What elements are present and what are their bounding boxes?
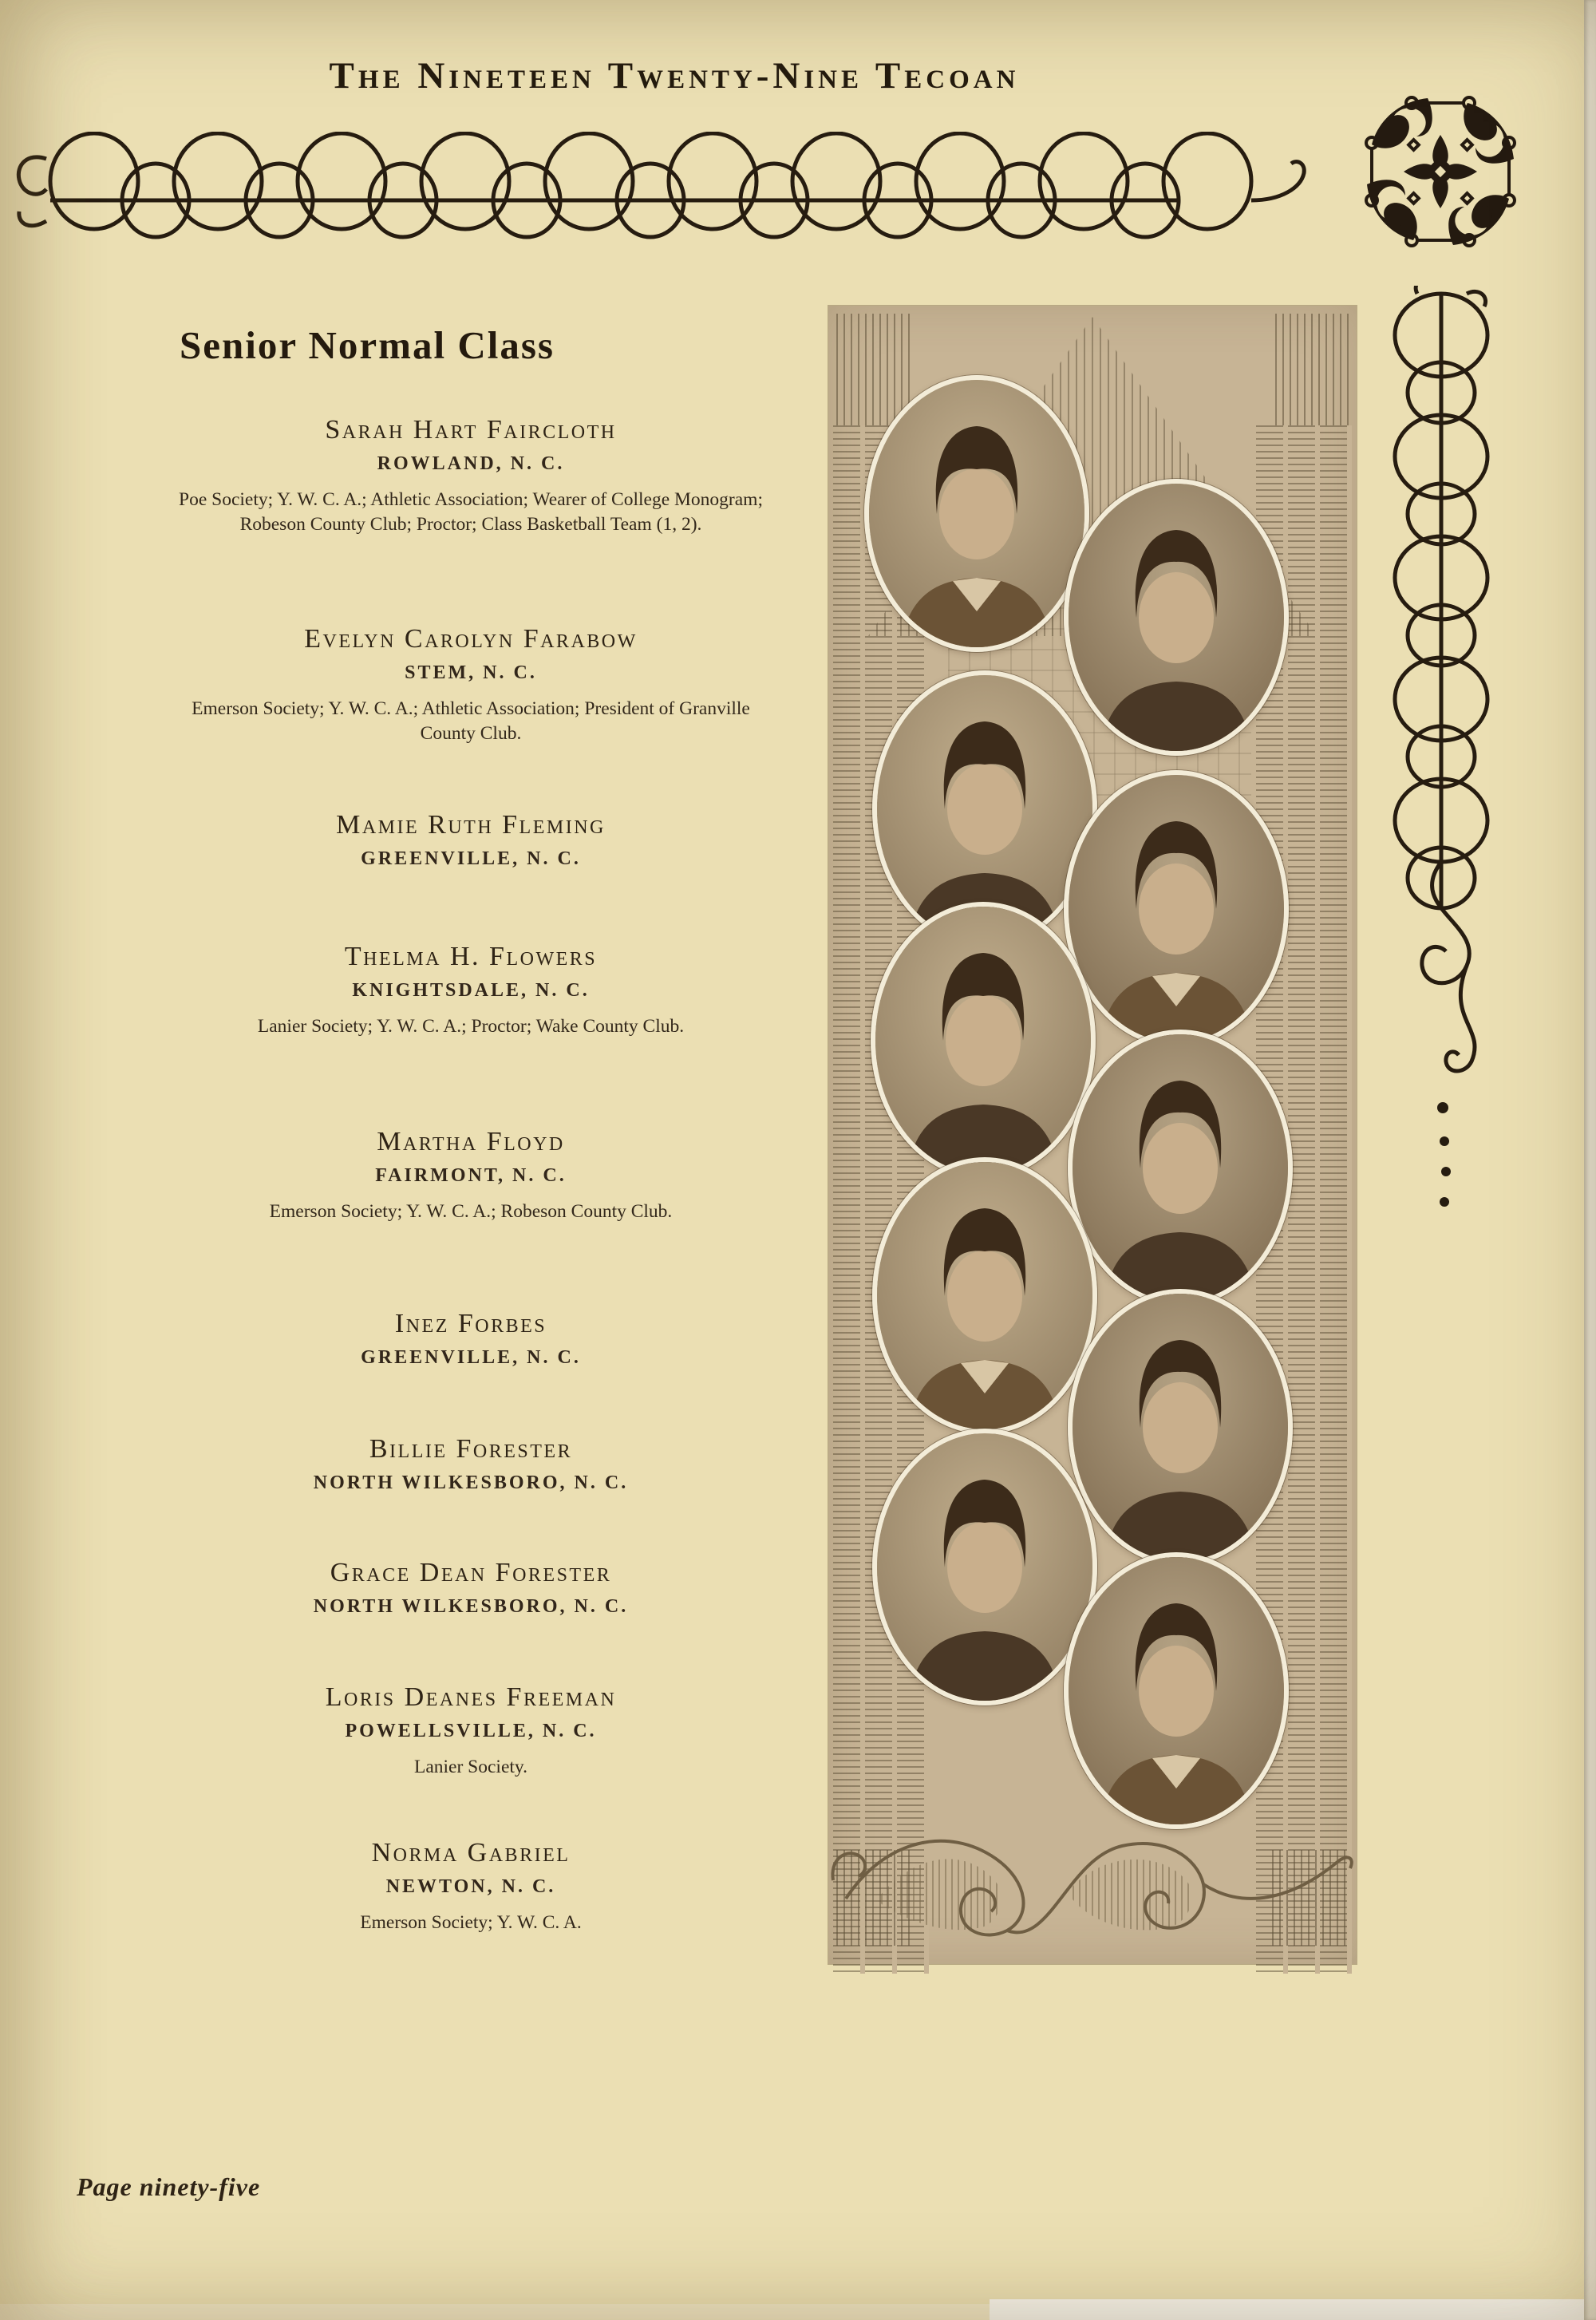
scan-edge-right — [1584, 0, 1596, 2320]
student-activities: Emerson Society; Y. W. C. A.; Athletic Association; President of Granville County Club. — [192, 698, 750, 745]
student-name: Evelyn Carolyn Farabow — [304, 624, 638, 654]
student-name: Sarah Hart Faircloth — [325, 415, 617, 445]
student-name: Thelma H. Flowers — [344, 942, 598, 971]
spiral-medallion-icon — [1352, 83, 1529, 260]
student-town: NORTH WILKESBORO, N. C. — [313, 1596, 629, 1617]
student-entry — [120, 1558, 822, 1618]
student-entry — [120, 1838, 822, 1935]
student-name: Mamie Ruth Fleming — [336, 810, 606, 840]
portrait-photo — [1064, 770, 1289, 1047]
student-name: Grace Dean Forester — [330, 1558, 612, 1587]
spiral-chain-border-icon — [14, 132, 1345, 242]
student-activities: Lanier Society. — [413, 1757, 528, 1777]
student-town: POWELLSVILLE, N. C. — [345, 1721, 597, 1741]
student-name: Norma Gabriel — [371, 1838, 571, 1867]
student-town: NORTH WILKESBORO, N. C. — [313, 1472, 629, 1493]
photo-collage-panel — [828, 306, 1357, 1964]
portrait-photo — [1064, 1552, 1289, 1829]
vertical-spiral-chain-icon — [1390, 286, 1495, 1251]
student-entry — [120, 415, 822, 537]
student-entry — [120, 942, 822, 1039]
student-town: STEM, N. C. — [405, 662, 537, 683]
student-town: KNIGHTSDALE, N. C. — [352, 980, 590, 1001]
student-entry — [120, 1309, 822, 1369]
student-entry — [120, 1682, 822, 1780]
portrait-photo — [871, 902, 1096, 1179]
scan-edge-corner — [990, 2299, 1596, 2320]
portrait-photo — [1064, 479, 1289, 756]
section-heading: Senior Normal Class — [180, 323, 555, 367]
student-activities: Lanier Society; Y. W. C. A.; Proctor; Wake County Club. — [257, 1016, 685, 1037]
student-town: GREENVILLE, N. C. — [361, 848, 581, 869]
portrait-photo — [864, 375, 1089, 652]
portrait-photo — [1068, 1030, 1293, 1306]
student-town: NEWTON, N. C. — [385, 1876, 556, 1897]
student-activities: Emerson Society; Y. W. C. A.; Robeson County Club. — [269, 1201, 673, 1222]
portrait-photo — [872, 1157, 1097, 1434]
student-entry — [120, 1434, 822, 1494]
student-town: FAIRMONT, N. C. — [375, 1165, 567, 1186]
student-activities: Emerson Society; Y. W. C. A. — [360, 1912, 582, 1933]
student-town: GREENVILLE, N. C. — [361, 1347, 581, 1368]
student-name: Martha Floyd — [377, 1127, 565, 1156]
student-name: Loris Deanes Freeman — [325, 1682, 617, 1712]
student-entry — [120, 810, 822, 870]
student-town: ROWLAND, N. C. — [377, 453, 565, 474]
student-activities: Poe Society; Y. W. C. A.; Athletic Association; Wearer of College Monogram; Robeson County Club; Proctor; Class Basketball Team (1, 2). — [179, 489, 763, 536]
page-title: The Nineteen Twenty-Nine Tecoan — [329, 55, 1020, 97]
student-entry — [120, 624, 822, 746]
student-name: Inez Forbes — [394, 1309, 547, 1338]
student-name: Billie Forester — [369, 1434, 573, 1464]
portrait-photo — [1068, 1289, 1293, 1566]
student-entry — [120, 1127, 822, 1224]
page-number-label: Page ninety-five — [77, 2172, 261, 2201]
wave-scroll-border-icon — [828, 1804, 1357, 1952]
portrait-photo — [872, 1429, 1097, 1705]
